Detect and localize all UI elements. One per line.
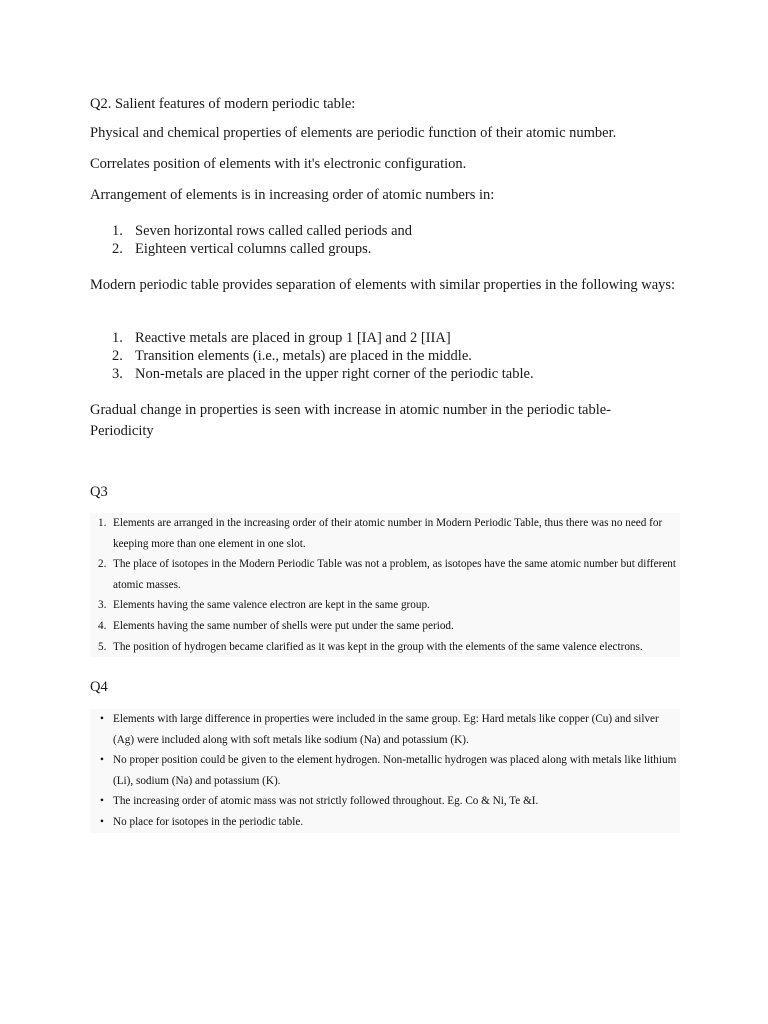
bullet-icon: •: [100, 713, 104, 725]
list-item-text: Seven horizontal rows called called periods and: [135, 223, 413, 239]
q2-heading: Q2. Salient features of modern periodic table:: [90, 96, 356, 112]
bullet-icon: •: [100, 815, 104, 828]
q3-heading: Q3: [90, 484, 108, 500]
list-item: [90, 347, 690, 365]
q4-heading: Q4: [90, 679, 108, 695]
q2-paragraph-5: Gradual change in properties is seen with increase in atomic number in the periodic table-Periodicity: [90, 402, 612, 439]
bullet-icon: •: [100, 795, 104, 808]
list-item: [90, 365, 690, 383]
q2-list-2: [90, 329, 690, 383]
q2-paragraph-3: Arrangement of elements is in increasing order of atomic numbers in:: [90, 187, 495, 203]
list-item-number: 3.: [112, 366, 123, 382]
list-item: [90, 554, 680, 595]
list-item-number: 1.: [112, 223, 123, 239]
list-item-number: 1.: [98, 517, 107, 529]
list-item: [90, 637, 680, 658]
q2-list-1: [90, 222, 690, 258]
list-item: [90, 709, 680, 750]
list-item: [90, 513, 680, 554]
q2-paragraph-4: Modern periodic table provides separation of elements with similar properties in the following ways:: [90, 277, 676, 293]
list-item: [90, 812, 680, 833]
q3-embedded-list: [90, 513, 680, 657]
list-item-number: 2.: [112, 348, 123, 364]
list-item: [90, 791, 680, 812]
q4-embedded-list: [90, 709, 680, 833]
list-item-text: Elements having the same number of shells were put under the same period.: [113, 619, 454, 632]
list-item: [90, 616, 680, 637]
list-item-text: The position of hydrogen became clarified as it was kept in the group with the elements of the same valence electrons.: [113, 640, 643, 653]
list-item-text: The increasing order of atomic mass was not strictly followed throughout. Eg. Co & Ni, Te &I.: [113, 795, 539, 808]
list-item: [90, 750, 680, 791]
list-item: [90, 595, 680, 616]
list-item-text: No place for isotopes in the periodic table.: [113, 815, 304, 828]
q2-paragraph-1: Physical and chemical properties of elements are periodic function of their atomic number.: [90, 125, 617, 141]
list-item-text: The place of isotopes in the Modern Periodic Table was not a problem, as isotopes have the same atomic number but different atomic masses.: [113, 558, 676, 591]
list-item: [90, 222, 690, 240]
list-item-text: Elements with large difference in properties were included in the same group. Eg: Hard metals like copper (Cu) and silver (Ag) were included along with soft metals like sodium (Na) and potassium (K).: [113, 713, 659, 746]
list-item-text: Elements are arranged in the increasing order of their atomic number in Modern Periodic Table, thus there was no need for keeping more than one element in one slot.: [113, 517, 663, 550]
list-item-number: 1.: [112, 330, 123, 346]
list-item-number: 4.: [98, 619, 107, 632]
list-item-number: 3.: [98, 599, 107, 612]
list-item: [90, 240, 690, 258]
list-item-text: Elements having the same valence electron are kept in the same group.: [113, 599, 430, 612]
bullet-icon: •: [100, 754, 104, 767]
list-item-text: Non-metals are placed in the upper right corner of the periodic table.: [135, 366, 534, 382]
list-item-text: Reactive metals are placed in group 1 [IA] and 2 [IIA]: [135, 330, 451, 346]
list-item: [90, 329, 690, 347]
list-item-number: 2.: [98, 558, 107, 571]
list-item-number: 2.: [112, 241, 123, 257]
list-item-number: 5.: [98, 640, 107, 653]
list-item-text: Eighteen vertical columns called groups.: [135, 241, 372, 257]
list-item-text: No proper position could be given to the element hydrogen. Non-metallic hydrogen was placed along with metals like lithium (Li), sodium (Na) and potassium (K).: [113, 754, 677, 787]
list-item-text: Transition elements (i.e., metals) are placed in the middle.: [135, 348, 472, 364]
q2-paragraph-2: Correlates position of elements with it's electronic configuration.: [90, 156, 467, 172]
